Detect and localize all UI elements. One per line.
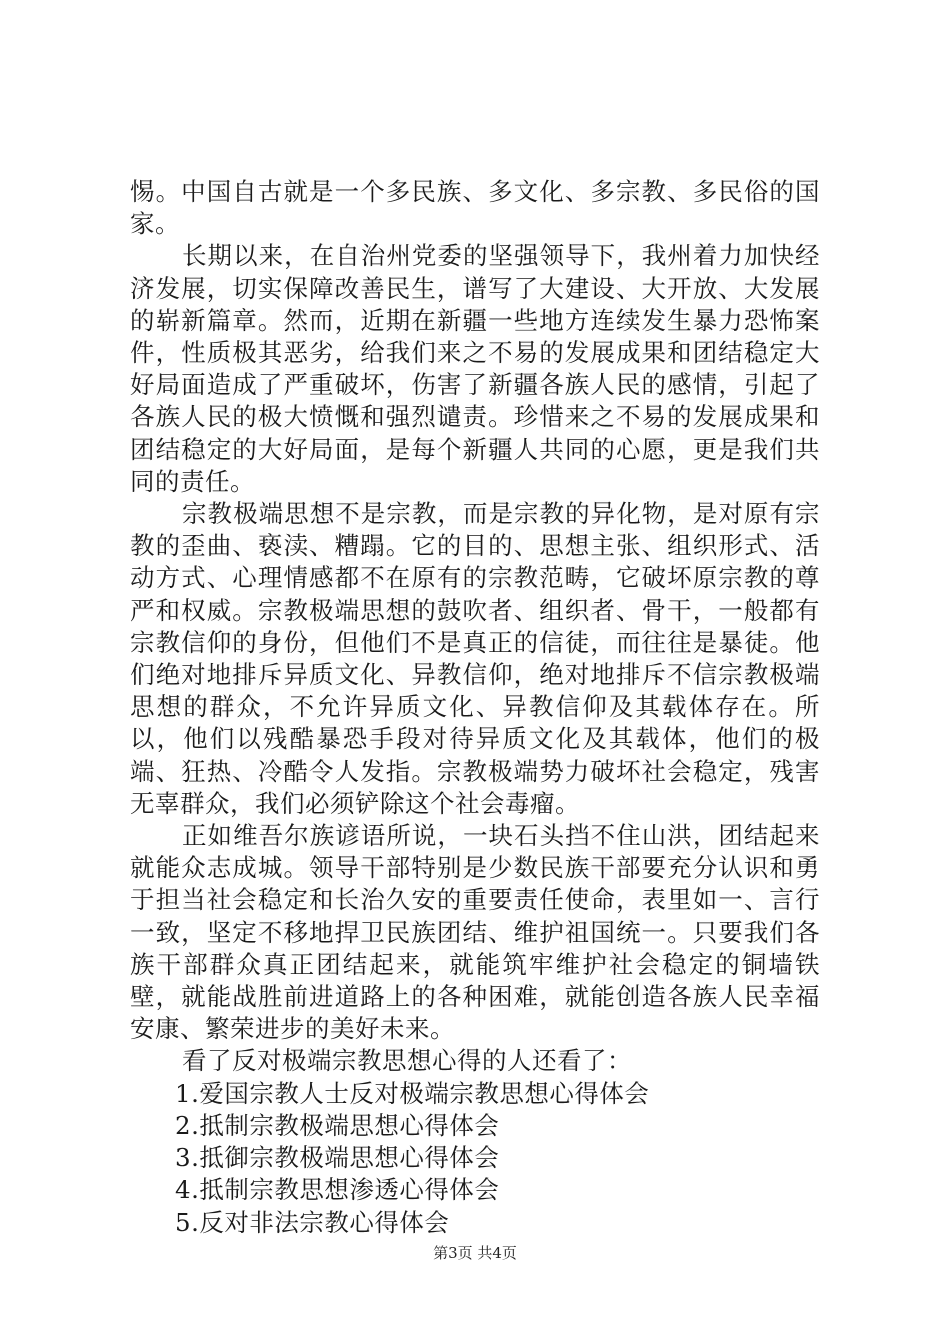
list-item[interactable]: 4.抵制宗教思想渗透心得体会: [175, 1175, 500, 1205]
list-item[interactable]: 3.抵御宗教极端思想心得体会: [175, 1143, 500, 1173]
paragraph-continuation: 惕。中国自古就是一个多民族、多文化、多宗教、多民俗的国家。: [130, 177, 820, 239]
related-heading: 看了反对极端宗教思想心得的人还看了：: [182, 1046, 632, 1076]
related-list: [130, 1078, 820, 1239]
paragraph-extremism: 宗教极端思想不是宗教，而是宗教的异化物，是对原有宗教的歪曲、亵渎、糟蹋。它的目的、思想主张、组织形式、活动方式、心理情感都不在原有的宗教范畴，它破坏原宗教的尊严和权威。宗教极端思想的鼓吹者、组织者、骨干，一般都有宗教信仰的身份，但他们不是真正的信徒，而往往是暴徒。他们绝对地排斥异质文化、异教信仰，绝对地排斥不信宗教极端思想的群众，不允许异质文化、异教信仰及其载体存在。所以，他们以残酷暴恐手段对待异质文化及其载体，他们的极端、狂热、冷酷令人发指。宗教极端势力破坏社会稳定，残害无辜群众，我们必须铲除这个社会毒瘤。: [130, 499, 820, 818]
document-body: [130, 176, 820, 1239]
list-item[interactable]: 1.爱国宗教人士反对极端宗教思想心得体会: [175, 1078, 650, 1108]
list-item[interactable]: 2.抵制宗教极端思想心得体会: [175, 1110, 500, 1140]
page-number-footer: 第3页 共4页: [433, 1244, 517, 1262]
list-item[interactable]: 5.反对非法宗教心得体会: [175, 1207, 450, 1237]
paragraph-unity: 正如维吾尔族谚语所说，一块石头挡不住山洪，团结起来就能众志成城。领导干部特别是少数民族干部要充分认识和勇于担当社会稳定和长治久安的重要责任使命，表里如一、言行一致，坚定不移地捍卫民族团结、维护祖国统一。只要我们各族干部群众真正团结起来，就能筑牢维护社会稳定的铜墙铁壁，就能战胜前进道路上的各种困难，就能创造各族人民幸福安康、繁荣进步的美好未来。: [130, 821, 820, 1044]
paragraph-development: 长期以来，在自治州党委的坚强领导下，我州着力加快经济发展，切实保障改善民生，谱写了大建设、大开放、大发展的崭新篇章。然而，近期在新疆一些地方连续发生暴力恐怖案件，性质极其恶劣，给我们来之不易的发展成果和团结稳定大好局面造成了严重破坏，伤害了新疆各族人民的感情，引起了各族人民的极大愤慨和强烈谴责。珍惜来之不易的发展成果和团结稳定的大好局面，是每个新疆人共同的心愿，更是我们共同的责任。: [130, 241, 820, 496]
